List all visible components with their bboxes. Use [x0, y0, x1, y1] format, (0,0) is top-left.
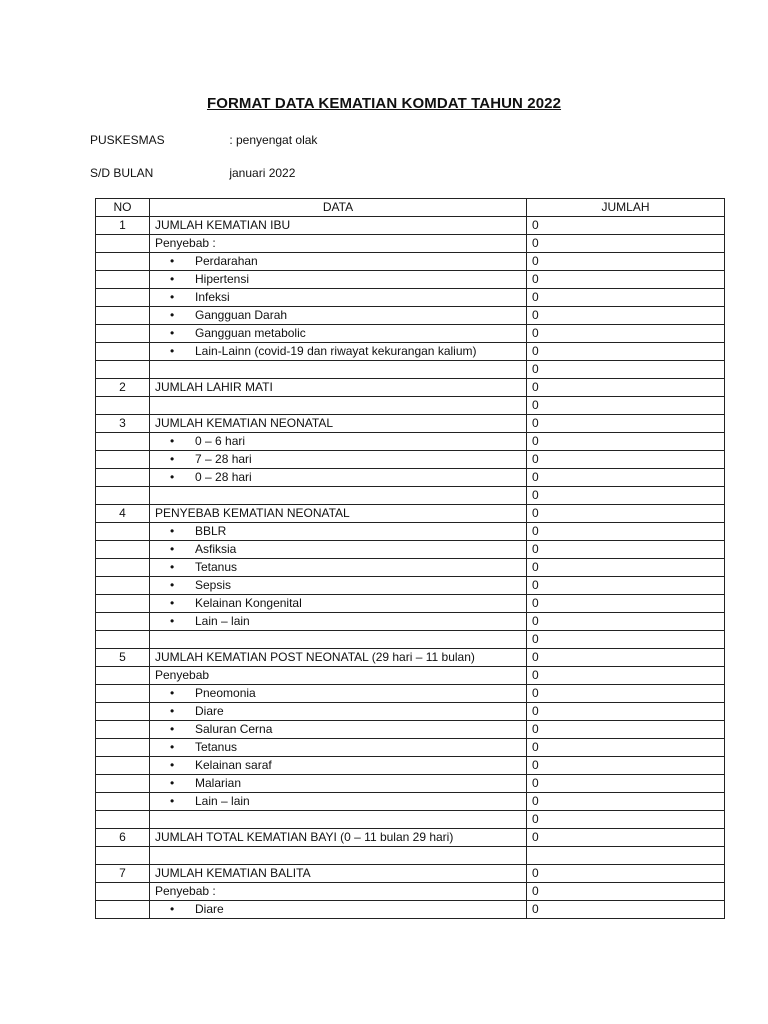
row-jumlah: 0 [527, 739, 725, 757]
row-number [96, 289, 150, 307]
row-jumlah: 0 [527, 721, 725, 739]
bullet-icon: • [170, 740, 175, 754]
row-data-text: Gangguan metabolic [195, 326, 306, 340]
table-row [96, 883, 725, 901]
table-row [96, 847, 725, 865]
row-jumlah [527, 847, 725, 865]
table-row [96, 451, 725, 469]
table-row [96, 757, 725, 775]
table-row [96, 901, 725, 919]
row-number [96, 703, 150, 721]
row-data-text: Kelainan saraf [195, 758, 272, 772]
row-jumlah: 0 [527, 541, 725, 559]
row-data-text: Diare [195, 902, 224, 916]
row-data [150, 487, 527, 505]
row-jumlah: 0 [527, 505, 725, 523]
bullet-icon: • [170, 578, 175, 592]
table-row [96, 217, 725, 235]
row-data: JUMLAH KEMATIAN IBU [150, 217, 527, 235]
bullet-icon: • [170, 524, 175, 538]
row-data-text: Kelainan Kongenital [195, 596, 302, 610]
row-number [96, 541, 150, 559]
row-number [96, 757, 150, 775]
row-data [150, 361, 527, 379]
row-number: 5 [96, 649, 150, 667]
row-data [150, 271, 527, 289]
bullet-icon: • [170, 326, 175, 340]
row-number [96, 667, 150, 685]
row-data [150, 721, 527, 739]
row-data-text: Saluran Cerna [195, 722, 273, 736]
row-number [96, 361, 150, 379]
row-number [96, 739, 150, 757]
bullet-icon: • [170, 722, 175, 736]
row-number [96, 451, 150, 469]
row-data [150, 811, 527, 829]
row-number [96, 793, 150, 811]
meta-value: : penyengat olak [229, 133, 318, 147]
row-data: Penyebab : [150, 883, 527, 901]
table-row [96, 595, 725, 613]
row-data [150, 559, 527, 577]
row-jumlah: 0 [527, 667, 725, 685]
row-data: PENYEBAB KEMATIAN NEONATAL [150, 505, 527, 523]
bullet-icon: • [170, 254, 175, 268]
header-jumlah: JUMLAH [527, 199, 725, 217]
row-number: 6 [96, 829, 150, 847]
row-jumlah: 0 [527, 577, 725, 595]
row-number [96, 307, 150, 325]
table-row [96, 343, 725, 361]
bullet-icon: • [170, 794, 175, 808]
table-row [96, 289, 725, 307]
row-number [96, 487, 150, 505]
bullet-icon: • [170, 614, 175, 628]
table-row [96, 433, 725, 451]
row-data: Penyebab [150, 667, 527, 685]
table-row [96, 325, 725, 343]
table-row [96, 307, 725, 325]
row-number [96, 397, 150, 415]
row-jumlah: 0 [527, 865, 725, 883]
row-jumlah: 0 [527, 271, 725, 289]
row-data [150, 757, 527, 775]
row-jumlah: 0 [527, 487, 725, 505]
row-number [96, 613, 150, 631]
row-data [150, 523, 527, 541]
row-number [96, 343, 150, 361]
table-row [96, 523, 725, 541]
table-row [96, 739, 725, 757]
row-data-text: Malarian [195, 776, 242, 790]
row-jumlah: 0 [527, 325, 725, 343]
row-number [96, 325, 150, 343]
row-data-text: Diare [195, 704, 224, 718]
header-no: NO [96, 199, 150, 217]
row-number: 4 [96, 505, 150, 523]
row-jumlah: 0 [527, 379, 725, 397]
row-jumlah: 0 [527, 415, 725, 433]
row-data-text: Asfiksia [195, 542, 237, 556]
table-row [96, 469, 725, 487]
row-data-text: Infeksi [195, 290, 230, 304]
row-data-text: BBLR [195, 524, 227, 538]
table-row [96, 703, 725, 721]
row-data: JUMLAH KEMATIAN NEONATAL [150, 415, 527, 433]
bullet-icon: • [170, 434, 175, 448]
row-jumlah: 0 [527, 289, 725, 307]
row-data-text: Lain-Lainn (covid-19 dan riwayat kekurangan kalium) [195, 344, 477, 358]
row-data [150, 595, 527, 613]
row-number [96, 433, 150, 451]
row-data-text: Perdarahan [195, 254, 258, 268]
row-jumlah: 0 [527, 451, 725, 469]
table-row [96, 415, 725, 433]
bullet-icon: • [170, 776, 175, 790]
row-jumlah: 0 [527, 703, 725, 721]
row-number [96, 901, 150, 919]
row-data-text: Pneomonia [195, 686, 256, 700]
table-row [96, 667, 725, 685]
row-jumlah: 0 [527, 829, 725, 847]
row-jumlah: 0 [527, 559, 725, 577]
row-data-text: Hipertensi [195, 272, 250, 286]
row-number [96, 811, 150, 829]
document-title: FORMAT DATA KEMATIAN KOMDAT TAHUN 2022 [206, 95, 562, 112]
row-data: JUMLAH KEMATIAN BALITA [150, 865, 527, 883]
row-data [150, 433, 527, 451]
row-data [150, 469, 527, 487]
row-jumlah: 0 [527, 685, 725, 703]
row-number: 3 [96, 415, 150, 433]
row-jumlah: 0 [527, 433, 725, 451]
row-jumlah: 0 [527, 811, 725, 829]
table-row [96, 577, 725, 595]
meta-bulan [90, 166, 295, 180]
row-jumlah: 0 [527, 631, 725, 649]
meta-label: PUSKESMAS [90, 133, 165, 147]
row-data [150, 325, 527, 343]
row-number [96, 253, 150, 271]
table-row [96, 613, 725, 631]
bullet-icon: • [170, 758, 175, 772]
row-number [96, 523, 150, 541]
row-data-text: 7 – 28 hari [195, 452, 252, 466]
table-row [96, 829, 725, 847]
row-number: 2 [96, 379, 150, 397]
table-row [96, 253, 725, 271]
row-data: JUMLAH TOTAL KEMATIAN BAYI (0 – 11 bulan 29 hari) [150, 829, 527, 847]
row-data [150, 343, 527, 361]
bullet-icon: • [170, 290, 175, 304]
row-data [150, 541, 527, 559]
header-data: DATA [150, 199, 527, 217]
row-data [150, 397, 527, 415]
row-data [150, 577, 527, 595]
meta-value: januari 2022 [229, 166, 296, 180]
bullet-icon: • [170, 470, 175, 484]
row-number: 1 [96, 217, 150, 235]
row-data [150, 631, 527, 649]
row-data: JUMLAH KEMATIAN POST NEONATAL (29 hari – 11 bulan) [150, 649, 527, 667]
row-data [150, 847, 527, 865]
table-row [96, 775, 725, 793]
row-data-text: Tetanus [195, 560, 238, 574]
row-jumlah: 0 [527, 397, 725, 415]
row-jumlah: 0 [527, 343, 725, 361]
table-row [96, 541, 725, 559]
bullet-icon: • [170, 272, 175, 286]
row-number [96, 721, 150, 739]
row-jumlah: 0 [527, 901, 725, 919]
meta-label: S/D BULAN [90, 166, 154, 180]
row-number [96, 685, 150, 703]
row-number [96, 469, 150, 487]
row-number [96, 847, 150, 865]
row-jumlah: 0 [527, 649, 725, 667]
table-row [96, 793, 725, 811]
table-row [96, 505, 725, 523]
bullet-icon: • [170, 704, 175, 718]
row-number: 7 [96, 865, 150, 883]
row-data-text: Sepsis [195, 578, 232, 592]
table-body [96, 217, 725, 919]
row-jumlah: 0 [527, 469, 725, 487]
row-data [150, 793, 527, 811]
row-data [150, 703, 527, 721]
bullet-icon: • [170, 308, 175, 322]
bullet-icon: • [170, 686, 175, 700]
row-data: JUMLAH LAHIR MATI [150, 379, 527, 397]
table-row [96, 811, 725, 829]
row-jumlah: 0 [527, 361, 725, 379]
bullet-icon: • [170, 560, 175, 574]
row-number [96, 577, 150, 595]
bullet-icon: • [170, 542, 175, 556]
row-data-text: Lain – lain [195, 614, 250, 628]
row-data [150, 613, 527, 631]
data-table [95, 198, 725, 919]
row-number [96, 631, 150, 649]
bullet-icon: • [170, 596, 175, 610]
row-data [150, 739, 527, 757]
row-data [150, 901, 527, 919]
row-data [150, 685, 527, 703]
row-data [150, 775, 527, 793]
table-row [96, 397, 725, 415]
row-jumlah: 0 [527, 595, 725, 613]
row-jumlah: 0 [527, 235, 725, 253]
table-row [96, 721, 725, 739]
bullet-icon: • [170, 344, 175, 358]
bullet-icon: • [170, 452, 175, 466]
bullet-icon: • [170, 902, 175, 916]
table-row [96, 631, 725, 649]
table-row [96, 487, 725, 505]
row-data [150, 253, 527, 271]
row-data-text: 0 – 28 hari [195, 470, 252, 484]
table-row [96, 379, 725, 397]
row-data [150, 451, 527, 469]
row-data [150, 307, 527, 325]
row-jumlah: 0 [527, 757, 725, 775]
row-jumlah: 0 [527, 613, 725, 631]
table-row [96, 649, 725, 667]
row-jumlah: 0 [527, 253, 725, 271]
row-number [96, 883, 150, 901]
row-number [96, 235, 150, 253]
row-number [96, 775, 150, 793]
table-header-row [96, 199, 725, 217]
row-jumlah: 0 [527, 883, 725, 901]
row-data-text: Tetanus [195, 740, 238, 754]
row-data-text: Gangguan Darah [195, 308, 288, 322]
table-row [96, 559, 725, 577]
table-row [96, 865, 725, 883]
row-data-text: Lain – lain [195, 794, 250, 808]
row-jumlah: 0 [527, 217, 725, 235]
table-row [96, 235, 725, 253]
row-jumlah: 0 [527, 775, 725, 793]
row-jumlah: 0 [527, 523, 725, 541]
table-row [96, 271, 725, 289]
row-data [150, 289, 527, 307]
row-data: Penyebab : [150, 235, 527, 253]
row-number [96, 559, 150, 577]
table-row [96, 685, 725, 703]
row-number [96, 271, 150, 289]
row-number [96, 595, 150, 613]
row-data-text: 0 – 6 hari [195, 434, 246, 448]
row-jumlah: 0 [527, 793, 725, 811]
meta-puskesmas [90, 133, 317, 147]
table-row [96, 361, 725, 379]
row-jumlah: 0 [527, 307, 725, 325]
